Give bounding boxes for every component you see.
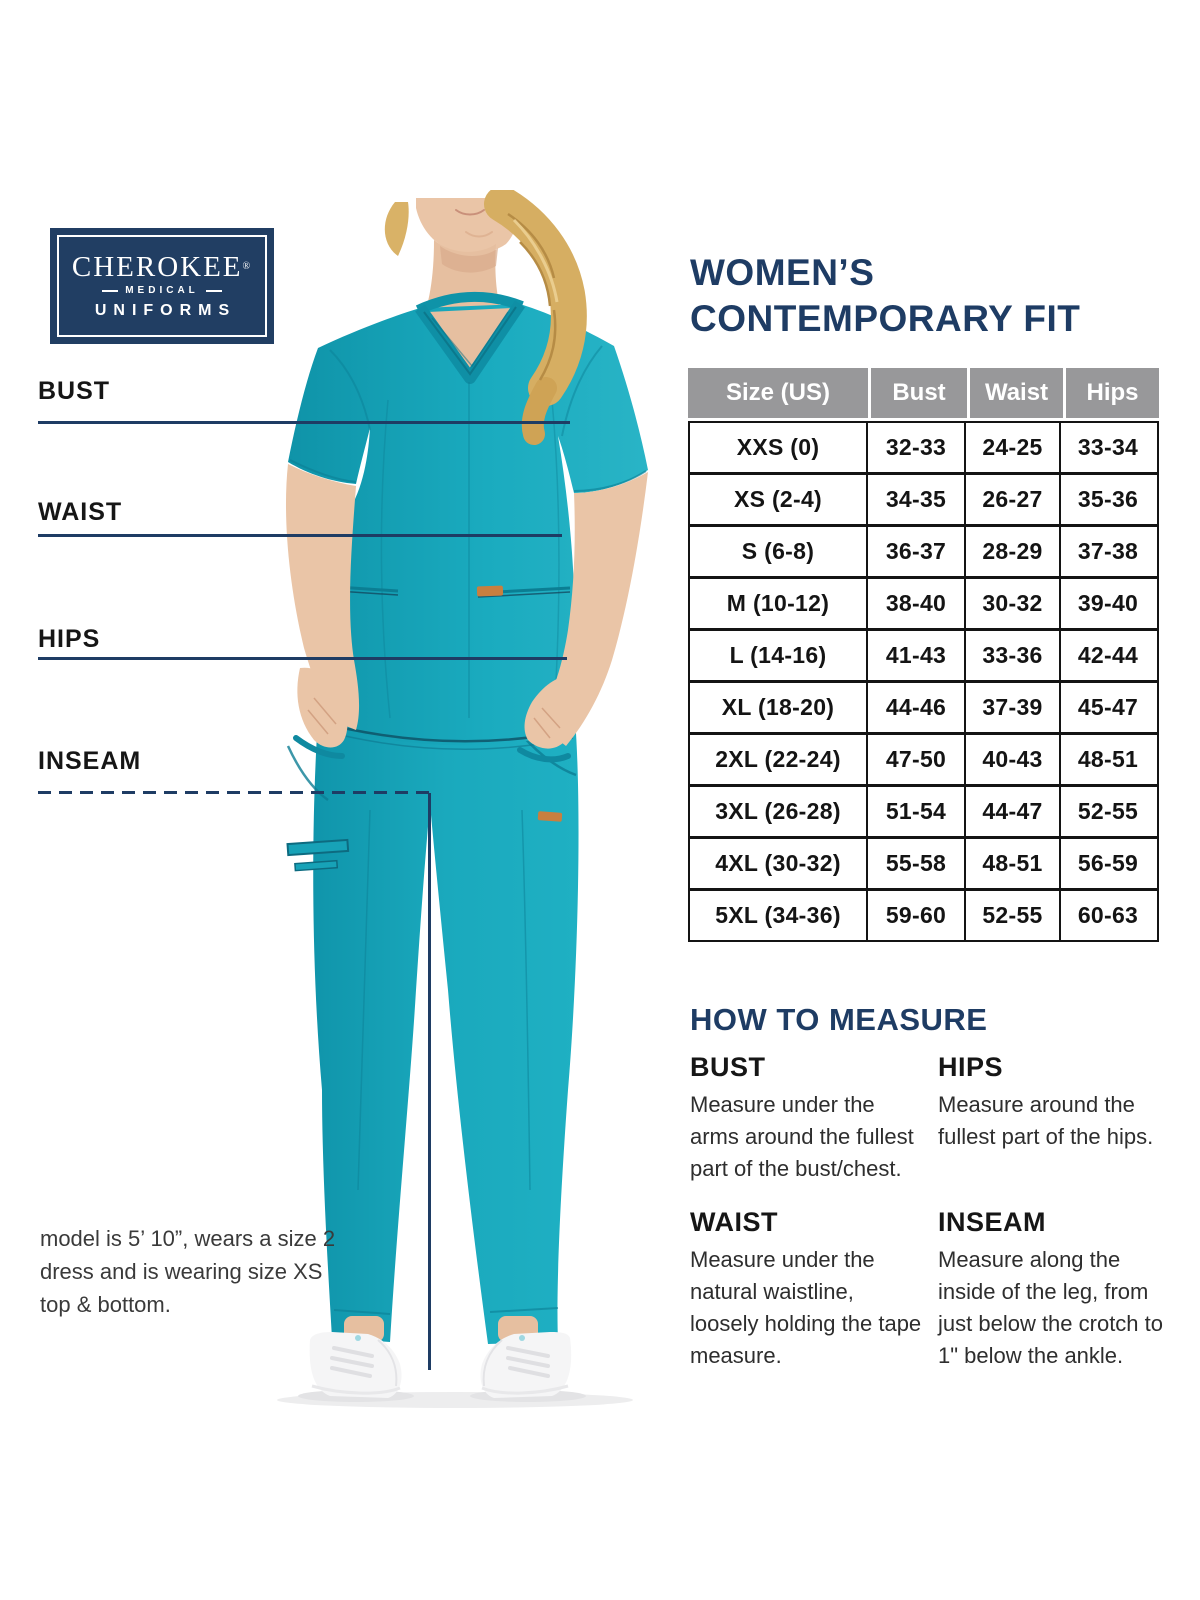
column-header: Size (US): [725, 379, 830, 406]
measurement-label-hips: HIPS: [38, 625, 101, 653]
inseam-line: [38, 791, 432, 794]
table-cell: 5XL (34-36): [690, 891, 868, 940]
table-cell: 60-63: [1077, 902, 1139, 928]
hips-line: [38, 657, 567, 660]
size-table: [688, 368, 1159, 942]
table-cell: 37-38: [1077, 538, 1139, 564]
brand-logo-frame: [57, 235, 267, 337]
size-table-header: [688, 368, 1159, 418]
table-cell: 30-32: [966, 579, 1061, 628]
brand-logo: [50, 228, 274, 344]
table-cell: 41-43: [868, 631, 966, 680]
table-cell: 26-27: [966, 475, 1061, 524]
measure-item-label: WAIST: [690, 1207, 778, 1237]
registered-mark: ®: [242, 261, 253, 272]
table-cell: S (6-8): [690, 527, 868, 576]
column-header: Hips: [1063, 368, 1159, 418]
table-cell: 56-59: [1077, 850, 1139, 876]
table-cell: 47-50: [868, 735, 966, 784]
table-cell: XXS (0): [690, 423, 868, 472]
table-row: [690, 475, 1157, 527]
brand-name-text: CHEROKEE: [71, 251, 243, 283]
column-header: Waist: [967, 368, 1063, 418]
table-cell: 32-33: [868, 423, 966, 472]
table-cell: XL (18-20): [690, 683, 868, 732]
measure-item-hips: [938, 1052, 1178, 1185]
table-cell: 24-25: [966, 423, 1061, 472]
page-title-line2: CONTEMPORARY FIT: [690, 298, 1081, 339]
table-cell: 4XL (30-32): [690, 839, 868, 888]
logo-dash-right: [206, 290, 222, 292]
table-cell: 36-37: [868, 527, 966, 576]
measure-item-text: Measure under the arms around the fullest part of the bust/chest.: [690, 1092, 914, 1181]
page-title-line1: WOMEN’S: [690, 252, 875, 293]
measure-item-label: HIPS: [938, 1052, 1004, 1082]
how-to-measure-heading: HOW TO MEASURE: [690, 1002, 988, 1037]
waist-line: [38, 534, 562, 537]
page-title: [690, 250, 1080, 342]
top-brand-tag: [477, 586, 503, 597]
table-row: [690, 839, 1157, 891]
measure-item-waist: [690, 1207, 938, 1372]
pants-brand-tag: [538, 811, 563, 822]
inseam-vertical-line: [428, 793, 431, 1370]
table-cell: 2XL (22-24): [690, 735, 868, 784]
table-cell: XS (2-4): [690, 475, 868, 524]
table-cell: 38-40: [868, 579, 966, 628]
table-cell: 52-55: [966, 891, 1061, 940]
table-cell: 48-51: [1077, 746, 1139, 772]
table-cell: 33-34: [1077, 434, 1139, 460]
table-cell: 28-29: [966, 527, 1061, 576]
brand-medical-row: [102, 285, 222, 296]
table-row: [690, 527, 1157, 579]
table-cell: M (10-12): [690, 579, 868, 628]
brand-uniforms-text: UNIFORMS: [94, 302, 237, 319]
measure-item-text: Measure under the natural waistline, loosely holding the tape measure.: [690, 1247, 922, 1368]
table-row: [690, 683, 1157, 735]
size-table-body: [688, 421, 1159, 942]
measure-item-inseam: [938, 1207, 1178, 1372]
table-cell: 34-35: [868, 475, 966, 524]
how-to-measure-grid: [690, 1052, 1178, 1372]
measurement-label-bust: BUST: [38, 377, 111, 405]
sneaker-left: [310, 1332, 402, 1398]
measure-item-label: INSEAM: [938, 1207, 1047, 1237]
table-cell: 37-39: [966, 683, 1061, 732]
table-cell: 52-55: [1077, 798, 1139, 824]
brand-name: [72, 252, 252, 282]
table-cell: 48-51: [966, 839, 1061, 888]
table-cell: 44-46: [868, 683, 966, 732]
table-cell: 45-47: [1077, 694, 1139, 720]
table-cell: 35-36: [1077, 486, 1139, 512]
bust-line: [38, 421, 570, 424]
measure-item-bust: [690, 1052, 938, 1185]
table-cell: L (14-16): [690, 631, 868, 680]
table-cell: 44-47: [966, 787, 1061, 836]
table-cell: 40-43: [966, 735, 1061, 784]
table-cell: 33-36: [966, 631, 1061, 680]
table-cell: 3XL (26-28): [690, 787, 868, 836]
table-row: [690, 735, 1157, 787]
table-cell: 42-44: [1077, 642, 1139, 668]
model-note: model is 5’ 10”, wears a size 2 dress and is wearing size XS top & bottom.: [40, 1226, 336, 1317]
measure-item-text: Measure around the fullest part of the hips.: [938, 1092, 1154, 1149]
table-row: [690, 423, 1157, 475]
table-cell: 59-60: [868, 891, 966, 940]
measurement-label-inseam: INSEAM: [38, 747, 142, 775]
table-cell: 55-58: [868, 839, 966, 888]
table-row: [690, 787, 1157, 839]
measure-item-text: Measure along the inside of the leg, from just below the crotch to 1" below the ankle.: [938, 1247, 1164, 1368]
brand-medical-text: MEDICAL: [125, 285, 199, 296]
measure-item-label: BUST: [690, 1052, 766, 1082]
table-row: [690, 579, 1157, 631]
table-cell: 51-54: [868, 787, 966, 836]
column-header: Bust: [868, 368, 967, 418]
table-row: [690, 631, 1157, 683]
table-cell: 39-40: [1077, 590, 1139, 616]
logo-dash-left: [102, 290, 118, 292]
measurement-label-waist: WAIST: [38, 498, 123, 526]
table-row: [690, 891, 1157, 940]
